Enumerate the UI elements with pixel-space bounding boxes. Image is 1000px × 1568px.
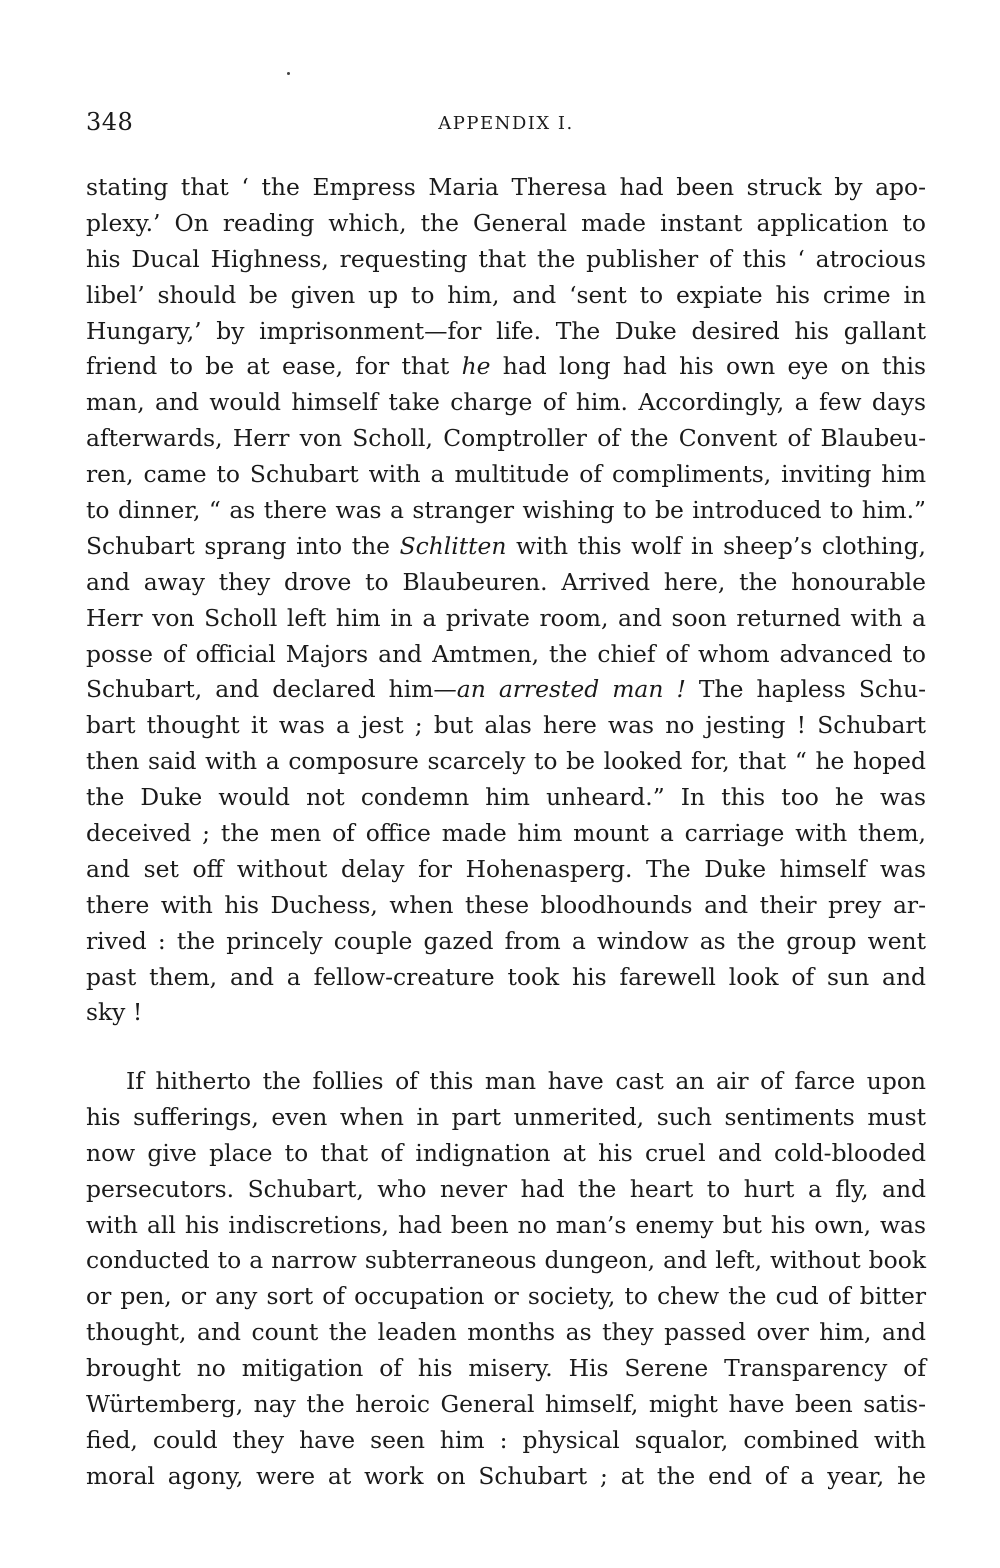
text-line: and set off without delay for Hohenasperg. The Duke himself was	[86, 854, 926, 883]
page-number: 348	[86, 108, 134, 136]
text-line: the Duke would not condemn him unheard.” In this too he was	[86, 783, 926, 812]
text-line: afterwards, Herr von Scholl, Comptroller of the Convent of Blaubeu-	[86, 424, 926, 453]
text-line: with all his indiscretions, had been no man’s enemy but his own, was	[86, 1210, 926, 1239]
text-line: thought, and count the leaden months as they passed over him, and	[86, 1318, 926, 1347]
text-line: and away they drove to Blaubeuren. Arrived here, the honourable	[86, 567, 926, 596]
italic-text: an arrested man !	[456, 675, 686, 704]
text-line: plexy.’ On reading which, the General made instant application to	[86, 208, 926, 237]
text-segment: Schubart sprang into the	[86, 531, 400, 560]
text-line	[86, 672, 926, 708]
italic-text: Schlitten	[399, 531, 507, 560]
text-segment: with this wolf in sheep’s clothing,	[506, 531, 926, 560]
text-line: deceived ; the men of office made him mount a carriage with them,	[86, 819, 926, 848]
italic-text: he	[461, 352, 491, 381]
text-line: his Ducal Highness, requesting that the publisher of this ‘ atrocious	[86, 244, 926, 273]
text-segment: had long had his own eye on this	[490, 352, 926, 381]
page-header	[86, 108, 926, 144]
ink-speck	[287, 72, 290, 75]
text-line: brought no mitigation of his misery. His Serene Transparency of	[86, 1354, 926, 1383]
text-line: to dinner, “ as there was a stranger wishing to be introduced to him.”	[86, 496, 926, 525]
running-head: APPENDIX I.	[438, 113, 574, 134]
text-line	[86, 529, 926, 565]
text-segment: The hapless Schu-	[685, 675, 926, 704]
text-line: now give place to that of indignation at his cruel and cold-blooded	[86, 1138, 926, 1167]
text-line: rived : the princely couple gazed from a window as the group went	[86, 926, 926, 955]
text-line: ren, came to Schubart with a multitude of compliments, inviting him	[86, 460, 926, 489]
text-line: past them, and a fellow-creature took his farewell look of sun and	[86, 962, 926, 991]
text-line: Hungary,’ by imprisonment—for life. The Duke desired his gallant	[86, 316, 926, 345]
text-line: Herr von Scholl left him in a private room, and soon returned with a	[86, 603, 926, 632]
paragraph-1	[86, 170, 926, 1031]
text-line: sky !	[86, 998, 143, 1027]
text-line: or pen, or any sort of occupation or society, to chew the cud of bitter	[86, 1282, 926, 1311]
text-line: moral agony, were at work on Schubart ; at the end of a year, he	[86, 1461, 926, 1490]
text-line: man, and would himself take charge of him. Accordingly, a few days	[86, 388, 926, 417]
text-line: persecutors. Schubart, who never had the heart to hurt a fly, and	[86, 1174, 926, 1203]
text-line: bart thought it was a jest ; but alas here was no jesting ! Schubart	[86, 711, 926, 740]
text-segment: Schubart, and declared him—	[86, 675, 457, 704]
text-line: his sufferings, even when in part unmerited, such sentiments must	[86, 1102, 926, 1131]
text-line: then said with a composure scarcely to be looked for, that “ he hoped	[86, 747, 926, 776]
text-line: Würtemberg, nay the heroic General himself, might have been satis-	[86, 1390, 926, 1419]
text-line: If hitherto the follies of this man have cast an air of farce upon	[126, 1067, 926, 1095]
text-line	[86, 349, 926, 385]
text-line: fied, could they have seen him : physical squalor, combined with	[86, 1425, 926, 1454]
text-segment: friend to be at ease, for that	[86, 352, 462, 381]
paragraph-2	[86, 1064, 926, 1495]
text-line: there with his Duchess, when these bloodhounds and their prey ar-	[86, 890, 926, 919]
text-line: conducted to a narrow subterraneous dungeon, and left, without book	[86, 1246, 926, 1275]
text-line: posse of official Majors and Amtmen, the chief of whom advanced to	[86, 639, 926, 668]
text-line: libel’ should be given up to him, and ‘sent to expiate his crime in	[86, 280, 926, 309]
text-line: stating that ‘ the Empress Maria Theresa had been struck by apo-	[86, 173, 926, 201]
